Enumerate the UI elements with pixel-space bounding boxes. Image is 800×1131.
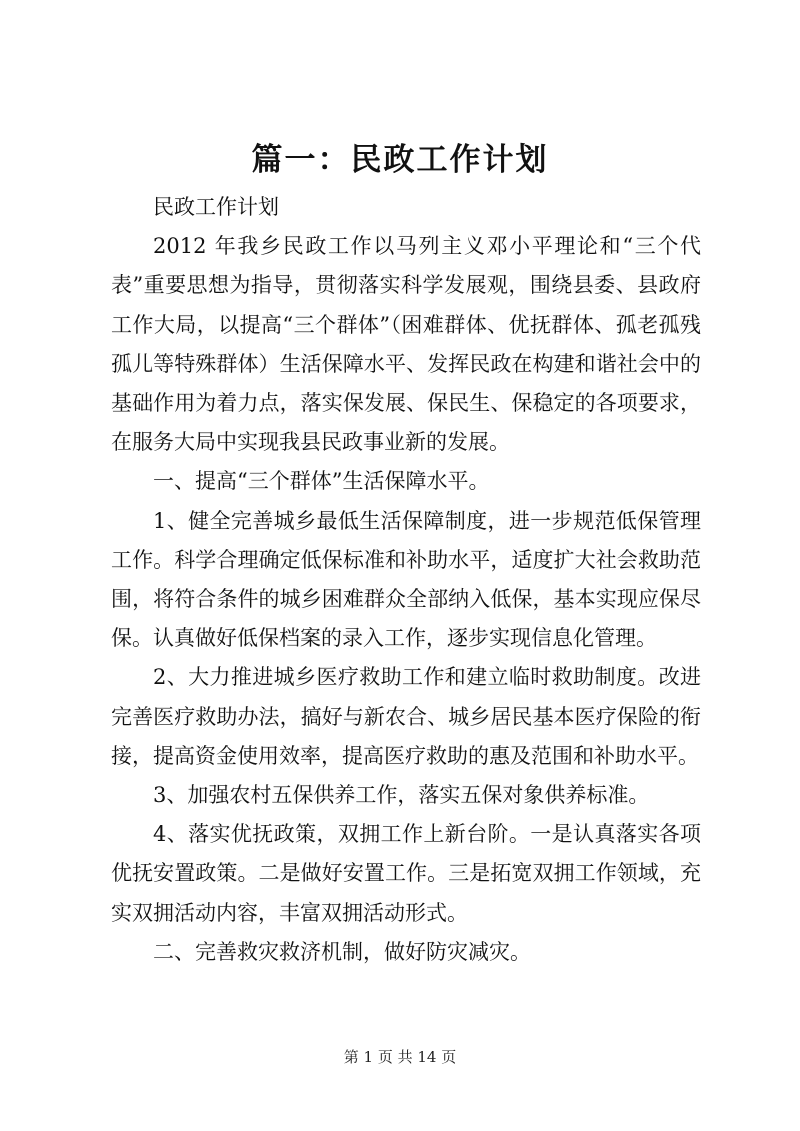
paragraph-subtitle: 民政工作计划 [153,195,279,219]
paragraph-item-4: 4、落实优抚政策，双拥工作上新台阶。一是认真落实各项优抚安置政策。二是做好安置工作。三是拓宽双拥工作领域，充实双拥活动内容，丰富双拥活动形式。 [111,822,701,925]
document-title: 篇一：民政工作计划 [251,142,549,178]
paragraph-item-1: 1、健全完善城乡最低生活保障制度，进一步规范低保管理工作。科学合理确定低保标准和补助水平，适度扩大社会救助范围，将符合条件的城乡困难群众全部纳入低保，基本实现应保尽保。认真做好低保档案的录入工作，逐步实现信息化管理。 [111,508,701,651]
paragraph-item-3: 3、加强农村五保供养工作，落实五保对象供养标准。 [153,783,650,808]
document-body [111,188,701,972]
section-heading-2: 二、完善救灾救济机制，做好防灾减灾。 [153,939,531,964]
section-heading-1: 一、提高“三个群体”生活保障水平。 [153,469,490,494]
paragraph-intro: 2012 年我乡民政工作以马列主义邓小平理论和“三个代表”重要思想为指导，贯彻落实科学发展观，围绕县委、县政府工作大局，以提高“三个群体”（困难群体、优抚群体、孤老孤残孤儿等特殊群体）生活保障水平、发挥民政在构建和谐社会中的基础作用为着力点，落实保发展、保民生、保稳定的各项要求，在服务大局中实现我县民政事业新的发展。 [111,234,701,455]
paragraph-item-2: 2、大力推进城乡医疗救助工作和建立临时救助制度。改进完善医疗救助办法，搞好与新农合、城乡居民基本医疗保险的衔接，提高资金使用效率，提高医疗救助的惠及范围和补助水平。 [111,665,701,768]
page-footer: 第 1 页 共 14 页 [343,1048,457,1066]
